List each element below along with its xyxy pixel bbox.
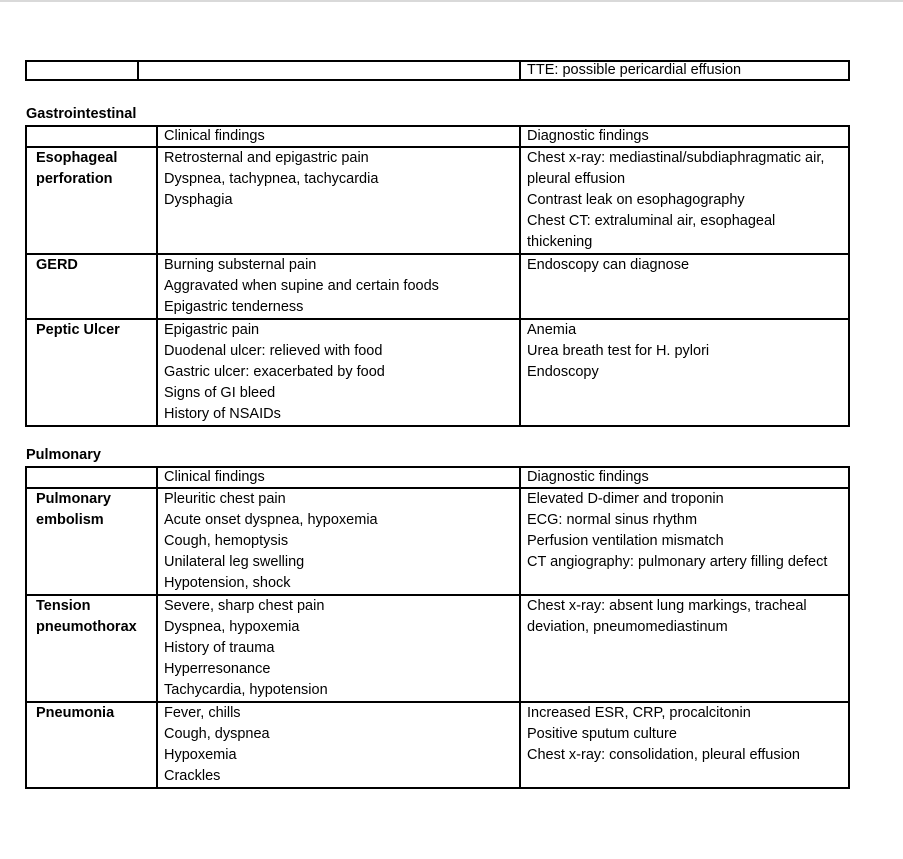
condition-cell — [26, 488, 157, 595]
table-row — [26, 319, 849, 426]
diagnostic-finding: Chest x-ray: consolidation, pleural effusion — [527, 747, 800, 763]
diagnostic-finding: Endoscopy — [527, 364, 599, 380]
previous-section-table — [25, 60, 850, 81]
clinical-finding: Signs of GI bleed — [164, 385, 276, 401]
clinical-finding: History of NSAIDs — [164, 406, 281, 422]
clinical-cell — [157, 595, 520, 702]
clinical-finding: Severe, sharp chest pain — [164, 598, 325, 614]
clinical-cell — [157, 254, 520, 319]
clinical-finding: Retrosternal and epigastric pain — [164, 150, 369, 166]
clinical-cell — [157, 702, 520, 788]
diagnostic-finding: Elevated D-dimer and troponin — [527, 491, 724, 507]
table-row — [26, 61, 849, 80]
section-title-gastrointestinal: Gastrointestinal — [26, 106, 137, 122]
clinical-finding: Epigastric tenderness — [164, 299, 304, 315]
clinical-cell — [157, 319, 520, 426]
table-row — [26, 702, 849, 788]
condition-text: embolism — [36, 512, 104, 528]
condition-cell — [26, 319, 157, 426]
clinical-finding: Dysphagia — [164, 192, 233, 208]
condition-text: Tension — [36, 598, 91, 614]
gastrointestinal-table — [25, 125, 850, 427]
diagnostic-cell — [520, 147, 849, 254]
clinical-finding: Aggravated when supine and certain foods — [164, 278, 439, 294]
table-header-row — [26, 467, 849, 488]
clinical-finding: Dyspnea, hypoxemia — [164, 619, 300, 635]
diagnostic-finding: Anemia — [527, 322, 577, 338]
diagnostic-cell — [520, 254, 849, 319]
condition-text: GERD — [36, 257, 78, 273]
condition-cell — [26, 147, 157, 254]
clinical-finding: Burning substernal pain — [164, 257, 317, 273]
clinical-cell — [138, 61, 520, 80]
header-clinical: Clinical findings — [157, 467, 520, 488]
clinical-cell — [157, 488, 520, 595]
clinical-finding: History of trauma — [164, 640, 275, 656]
clinical-finding: Hypoxemia — [164, 747, 237, 763]
diagnostic-finding: Perfusion ventilation mismatch — [527, 533, 724, 549]
clinical-finding: Crackles — [164, 768, 221, 784]
diagnostic-text: TTE: possible pericardial effusion — [527, 62, 742, 78]
condition-text: Esophageal — [36, 150, 118, 166]
diagnostic-cell — [520, 595, 849, 702]
diagnostic-finding: Increased ESR, CRP, procalcitonin — [527, 705, 751, 721]
diagnostic-finding: ECG: normal sinus rhythm — [527, 512, 698, 528]
section-title-pulmonary: Pulmonary — [26, 447, 101, 463]
table-header-row — [26, 126, 849, 147]
condition-cell — [26, 61, 138, 80]
clinical-finding: Fever, chills — [164, 705, 241, 721]
diagnostic-finding: Positive sputum culture — [527, 726, 677, 742]
header-condition — [26, 467, 157, 488]
diagnostic-cell — [520, 488, 849, 595]
diagnostic-cell — [520, 702, 849, 788]
header-diagnostic: Diagnostic findings — [520, 126, 849, 147]
condition-cell — [26, 254, 157, 319]
header-clinical: Clinical findings — [157, 126, 520, 147]
diagnostic-finding: Contrast leak on esophagography — [527, 192, 745, 208]
table-row — [26, 488, 849, 595]
diagnostic-cell — [520, 61, 849, 80]
clinical-finding: Cough, dyspnea — [164, 726, 270, 742]
diagnostic-finding: Chest x-ray: mediastinal/subdiaphragmatic air, pleural effusion — [527, 150, 825, 187]
condition-cell — [26, 702, 157, 788]
table-row — [26, 595, 849, 702]
clinical-finding: Cough, hemoptysis — [164, 533, 289, 549]
diagnostic-finding: Chest CT: extraluminal air, esophageal thickening — [527, 213, 776, 250]
clinical-finding: Epigastric pain — [164, 322, 260, 338]
table-row — [26, 147, 849, 254]
diagnostic-finding: CT angiography: pulmonary artery filling defect — [527, 554, 828, 570]
condition-text: perforation — [36, 171, 113, 187]
clinical-finding: Dyspnea, tachypnea, tachycardia — [164, 171, 379, 187]
clinical-finding: Pleuritic chest pain — [164, 491, 286, 507]
clinical-cell — [157, 147, 520, 254]
top-border-line — [0, 0, 903, 2]
diagnostic-finding: Chest x-ray: absent lung markings, tracheal deviation, pneumomediastinum — [527, 598, 807, 635]
condition-text: Peptic Ulcer — [36, 322, 120, 338]
clinical-finding: Tachycardia, hypotension — [164, 682, 328, 698]
condition-text: Pulmonary — [36, 491, 111, 507]
clinical-finding: Duodenal ulcer: relieved with food — [164, 343, 383, 359]
clinical-finding: Hypotension, shock — [164, 575, 291, 591]
diagnostic-finding: Endoscopy can diagnose — [527, 257, 690, 273]
diagnostic-finding: Urea breath test for H. pylori — [527, 343, 710, 359]
diagnostic-cell — [520, 319, 849, 426]
header-diagnostic: Diagnostic findings — [520, 467, 849, 488]
clinical-finding: Acute onset dyspnea, hypoxemia — [164, 512, 378, 528]
table-row — [26, 254, 849, 319]
clinical-finding: Unilateral leg swelling — [164, 554, 305, 570]
pulmonary-table — [25, 466, 850, 789]
header-condition — [26, 126, 157, 147]
clinical-finding: Hyperresonance — [164, 661, 271, 677]
condition-cell — [26, 595, 157, 702]
condition-text: pneumothorax — [36, 619, 137, 635]
clinical-finding: Gastric ulcer: exacerbated by food — [164, 364, 385, 380]
condition-text: Pneumonia — [36, 705, 115, 721]
